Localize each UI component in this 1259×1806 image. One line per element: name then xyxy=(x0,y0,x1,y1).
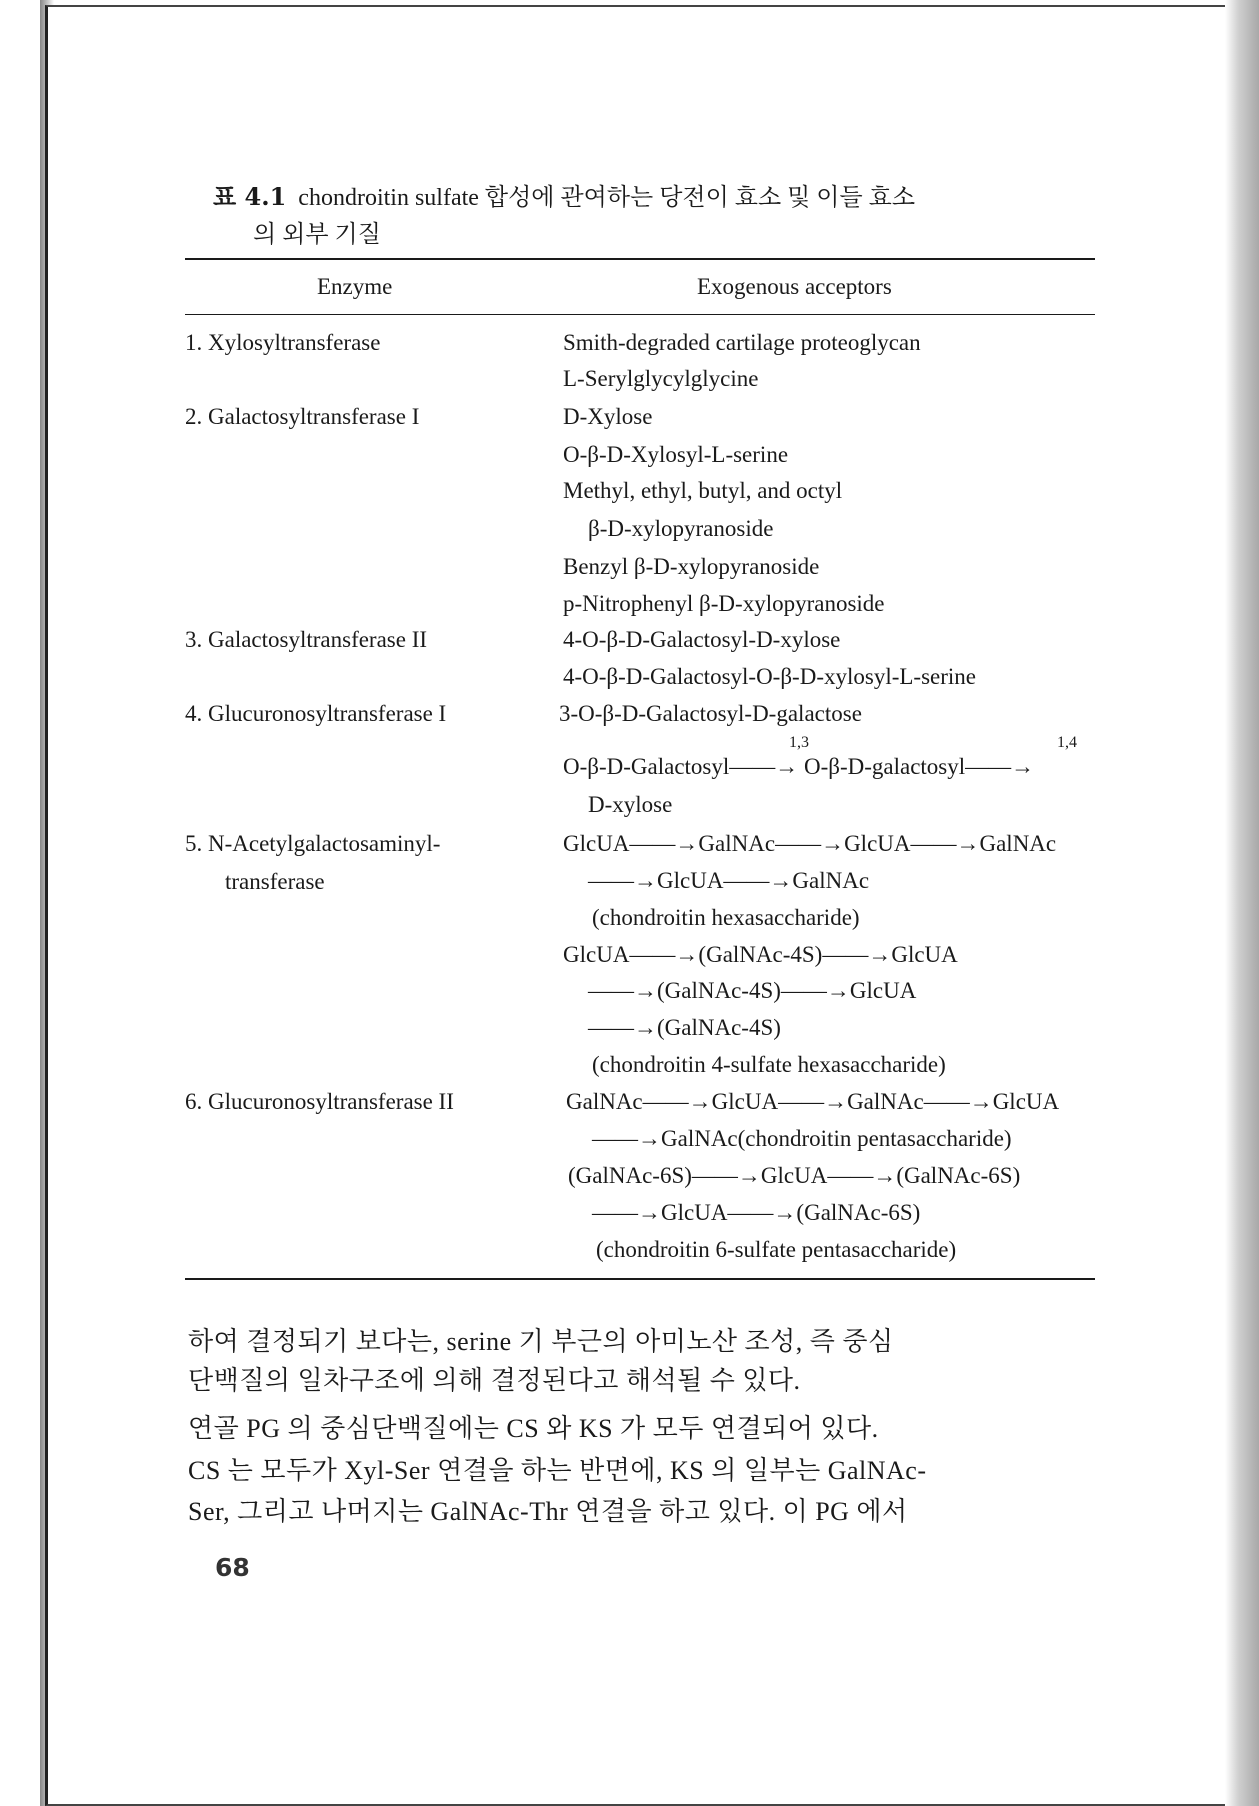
acceptor: ——→GlcUA——→(GalNAc-6S) xyxy=(592,1200,921,1225)
page-number: 68 xyxy=(215,1553,250,1582)
header-enzyme: Enzyme xyxy=(317,274,393,299)
linkage-label: 1,4 xyxy=(1057,734,1077,751)
acceptor: (chondroitin 4-sulfate hexasaccharide) xyxy=(592,1052,946,1077)
acceptor: (chondroitin 6-sulfate pentasaccharide) xyxy=(596,1237,957,1262)
enzyme-6: 6. Glucuronosyltransferase II xyxy=(185,1089,454,1114)
table-top-rule xyxy=(185,258,1095,260)
body-line: 단백질의 일차구조에 의해 결정된다고 해석될 수 있다. xyxy=(188,1366,801,1395)
acceptor: D-Xylose xyxy=(563,404,653,429)
acceptor: 4-O-β-D-Galactosyl-O-β-D-xylosyl-L-serine xyxy=(563,664,976,689)
caption-line-2: 의 외부 기질 xyxy=(253,222,381,248)
body-line: 하여 결정되기 보다는, serine 기 부근의 아미노산 조성, 즉 중심 xyxy=(188,1327,894,1356)
enzyme-5-line-2: transferase xyxy=(225,869,325,894)
acceptor: D-xylose xyxy=(588,792,673,817)
acceptor: p-Nitrophenyl β-D-xylopyranoside xyxy=(563,591,885,616)
acceptor: 3-O-β-D-Galactosyl-D-galactose xyxy=(559,701,862,726)
linkage-label: 1,3 xyxy=(789,734,809,751)
table-caption xyxy=(213,178,1103,248)
acceptor: 4-O-β-D-Galactosyl-D-xylose xyxy=(563,627,841,652)
header-exogenous-acceptors: Exogenous acceptors xyxy=(697,274,892,299)
acceptor: ——→GalNAc(chondroitin pentasaccharide) xyxy=(592,1126,1012,1151)
acceptor: Methyl, ethyl, butyl, and octyl xyxy=(563,478,843,503)
acceptor: O-β-D-Galactosyl——→ O-β-D-galactosyl——→ xyxy=(563,754,1035,779)
acceptor: ——→(GalNAc-4S)——→GlcUA xyxy=(588,978,917,1003)
table-number: 표 4.1 xyxy=(213,182,287,211)
acceptor: Smith-degraded cartilage proteoglycan xyxy=(563,330,921,355)
enzyme-2: 2. Galactosyltransferase I xyxy=(185,404,420,429)
acceptor: GlcUA——→(GalNAc-4S)——→GlcUA xyxy=(563,942,958,967)
table-header-rule xyxy=(185,314,1095,315)
acceptor: GalNAc——→GlcUA——→GalNAc——→GlcUA xyxy=(566,1089,1060,1114)
body-line: CS 는 모두가 Xyl-Ser 연결을 하는 반면에, KS 의 일부는 GalNAc- xyxy=(188,1456,927,1485)
enzyme-4: 4. Glucuronosyltransferase I xyxy=(185,701,447,726)
enzyme-3: 3. Galactosyltransferase II xyxy=(185,627,428,652)
acceptor: Benzyl β-D-xylopyranoside xyxy=(563,554,820,579)
enzyme-5: 5. N-Acetylgalactosaminyl- xyxy=(185,831,441,856)
body-line: Ser, 그리고 나머지는 GalNAc-Thr 연결을 하고 있다. 이 PG 에서 xyxy=(188,1497,908,1526)
acceptor: L-Serylglycylglycine xyxy=(563,366,759,391)
acceptor: (GalNAc-6S)——→GlcUA——→(GalNAc-6S) xyxy=(568,1163,1021,1188)
acceptor: β-D-xylopyranoside xyxy=(588,516,774,541)
acceptor: ——→GlcUA——→GalNAc xyxy=(588,868,870,893)
acceptor: O-β-D-Xylosyl-L-serine xyxy=(563,442,789,467)
body-line: 연골 PG 의 중심단백질에는 CS 와 KS 가 모두 연결되어 있다. xyxy=(188,1414,879,1443)
table-bottom-rule xyxy=(185,1278,1095,1280)
acceptor: ——→(GalNAc-4S) xyxy=(588,1015,781,1040)
enzyme-1: 1. Xylosyltransferase xyxy=(185,330,381,355)
acceptor: GlcUA——→GalNAc——→GlcUA——→GalNAc xyxy=(563,831,1057,856)
caption-line-1: chondroitin sulfate 합성에 관여하는 당전이 효소 및 이들 효소 xyxy=(298,185,916,211)
acceptor: (chondroitin hexasaccharide) xyxy=(592,905,860,930)
